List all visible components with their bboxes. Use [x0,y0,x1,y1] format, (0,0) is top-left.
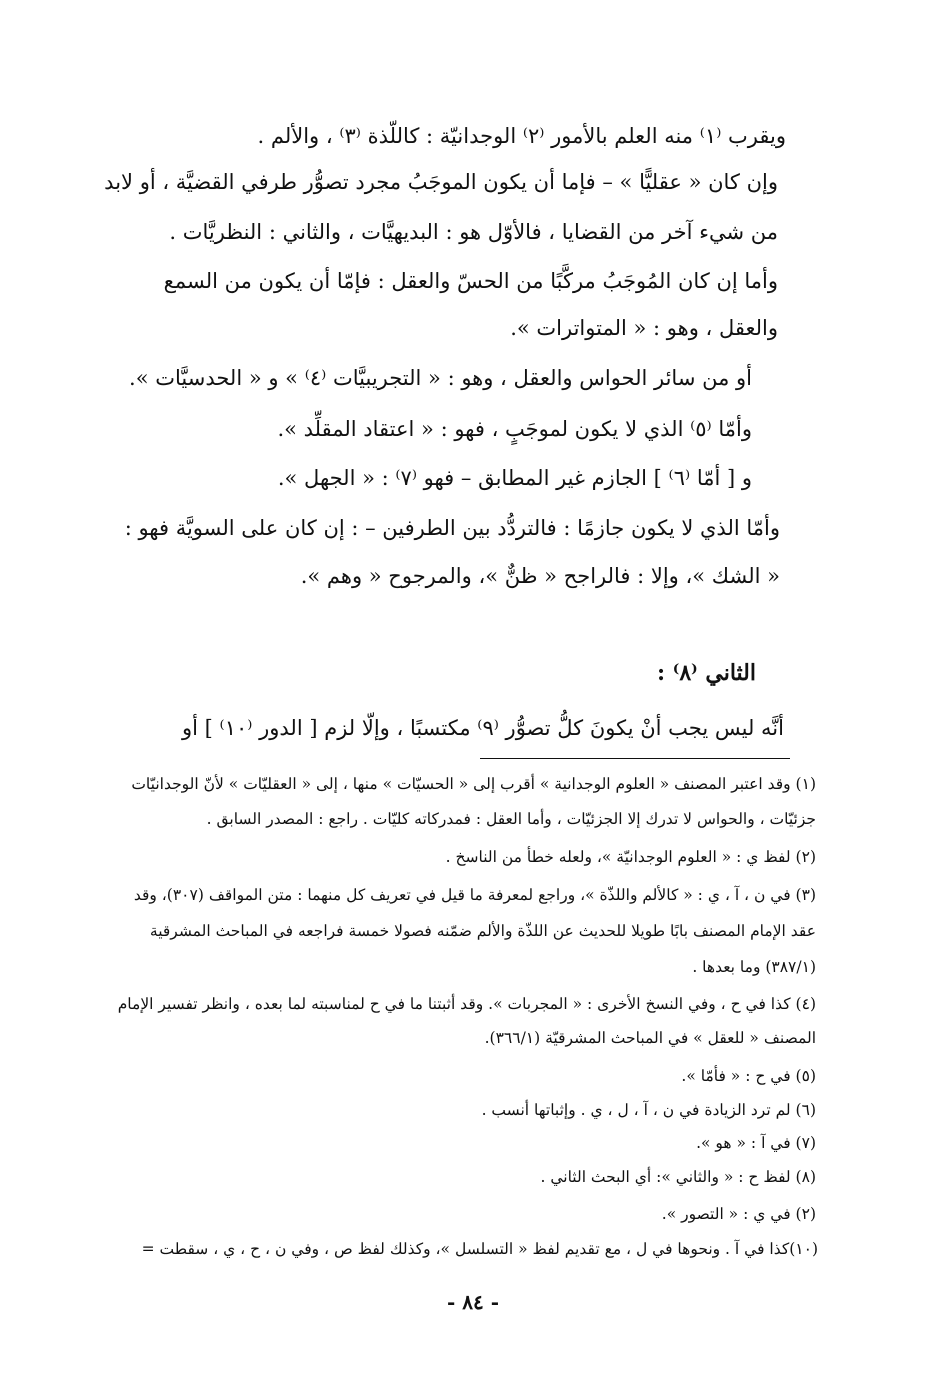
body-line-7: وأمّا ⁽٥⁾ الذي لا يكون لموجَبٍ ، فهو : « اعتقاد المقلِّد ». [277,417,752,441]
footnote-line-1: (١) وقد اعتبر المصنف « العلوم الوجدانية » أقرب إلى « الحسيّات » منها ، إلى « العقليّات » لأنّ الوجدانيّات [131,775,816,793]
footnote-line-3: (٢) لفظ ي : « العلوم الوجدانيّة »، ولعله خطأ من الناسخ . [445,848,816,866]
body-line-2: وإن كان « عقليًّا » – فإما أن يكون الموجَبُ مجرد تصوُّر طرفي القضيَّة ، أو لابد [104,170,778,194]
body-line-4: وأما إن كان المُوجَبُ مركَّبًا من الحسّ والعقل : فإمّا أن يكون من السمع [163,269,778,293]
footnote-line-11: (٧) في آ : « هو ». [696,1134,816,1152]
body-line-3: من شيء آخر من القضايا ، فالأوّل هو : البديهيَّات ، والثاني : النظريَّات . [169,220,778,244]
body-line-9: وأمّا الذي لا يكون جازمًا : فالتردُّد بين الطرفين – : إن كان على السويَّة فهو : [124,516,780,540]
footnote-divider [480,758,790,759]
body-line-1: ويقرب ⁽١⁾ منه العلم بالأمور ⁽٢⁾ الوجدانيّة : كاللّذة ⁽٣⁾ ، والألم . [257,124,786,148]
footnote-line-8: المصنف « للعقل » في المباحث المشرقيّة (٣٦٦/١). [484,1029,816,1047]
body-line-10: « الشك »، وإلا : فالراجح « ظنٌّ »، والمرجوح « وهم ». [300,564,780,588]
footnote-line-14: (١٠)كذا في آ . ونحوها في ل ، مع تقديم لفظ « التسلسل »، وكذلك لفظ ص ، وفي ن ، ح ، ي ، سقطت = [141,1240,818,1258]
body-line-8: و [ أمّا ⁽٦⁾ ] الجازم غير المطابق – فهو ⁽٧⁾ : « الجهل ». [277,466,752,490]
footnote-line-2: جزئيّات ، والحواس لا تدرك إلا الجزئيّات ، وأما العقل : فمدركاته كليّات . راجع : المصدر السابق . [206,810,816,828]
footnote-line-10: (٦) لم ترد الزيادة في ن ، آ ، ل ، ي . وإثباتها أنسب . [481,1101,816,1119]
body-line-6: أو من سائر الحواس والعقل ، وهو : « التجريبيَّات ⁽٤⁾ » و « الحدسيَّات ». [129,366,752,390]
page-number: - ٨٤ - [446,1290,499,1314]
footnote-line-9: (٥) في ح : « فأمّا ». [681,1067,816,1085]
body-line-5: والعقل ، وهو : « المتواترات ». [510,316,778,340]
footnote-line-4: (٣) في ن ، آ ، ي : « كالألم واللذّة »، وراجع لمعرفة ما قيل في تعريف كل منهما : متن المواقف (٣٠٧)، وقد [133,886,816,904]
footnote-line-12: (٨) لفظ ح : « والثاني »: أي البحث الثاني . [540,1168,816,1186]
footnote-line-13: (٢) في ي : « التصور ». [661,1205,816,1223]
footnote-line-5: عقد الإمام المصنف بابًا طويلا للحديث عن اللذّة والألم ضمّنه فصولا خمسة فراجعه في المباحث المشرقية [149,922,816,940]
section-heading: الثاني ⁽٨⁾ : [656,660,756,686]
body-last-line: أنَّه ليس يجب أنْ يكونَ كلُّ تصوُّر ⁽٩⁾ مكتسبًا ، وإلّا لزم [ الدور ⁽١٠⁾ ] أو [182,716,784,740]
footnote-line-6: (٣٨٧/١) وما بعدها . [692,958,816,976]
footnote-line-7: (٤) كذا في ح ، وفي النسخ الأخرى : « المجربات ». وقد أثبتنا ما في ح لمناسبته لما بعده ، وانظر تفسير الإمام [117,995,816,1013]
